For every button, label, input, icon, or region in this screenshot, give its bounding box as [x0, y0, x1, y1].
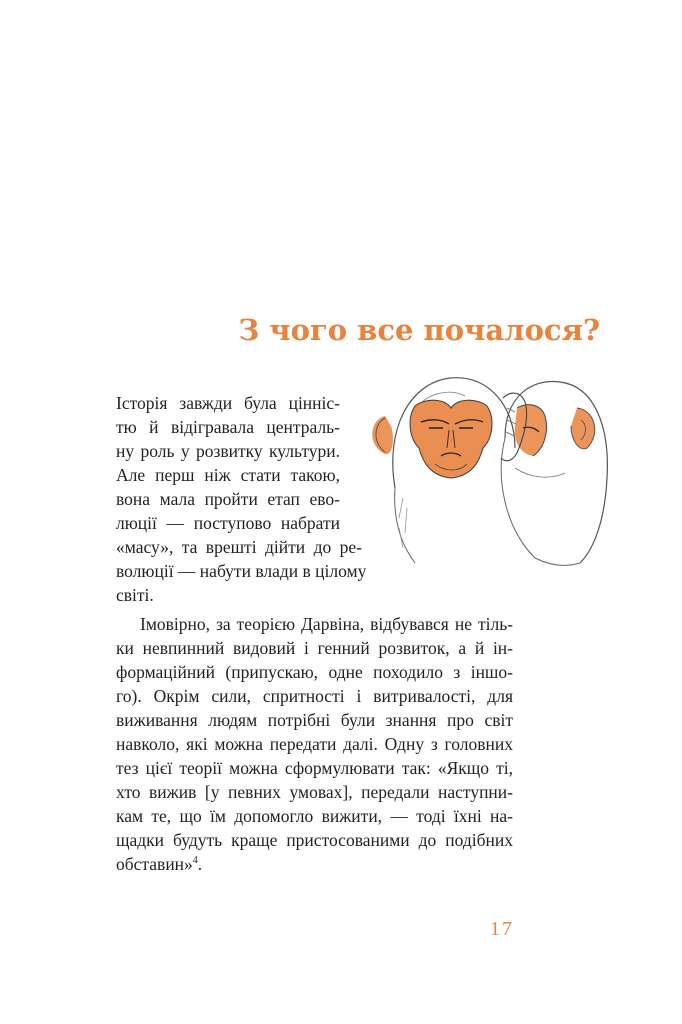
text-line: вона мала пройти етап ево-: [116, 489, 340, 509]
text-line-last: [116, 852, 513, 876]
text-line: «масу», та врешті дійти до ре-: [116, 537, 362, 557]
text-line: виживання людям потрібні були знання про світ: [116, 710, 513, 730]
page-number: 17: [490, 918, 514, 940]
text-line: Історія завжди була цінніс-: [116, 393, 340, 413]
text-line-content: обставин»: [116, 854, 193, 874]
text-line: навколо, які можна передати далі. Одну з головних: [116, 734, 513, 754]
footnote-reference[interactable]: 4: [192, 855, 198, 867]
monkeys-illustration: [355, 368, 615, 568]
text-line: щадки будуть краще пристосованими до подібних: [116, 830, 513, 850]
chapter-heading: З чого все почалося?: [238, 313, 600, 347]
text-line: го). Окрім сили, спритності і витривалості, для: [116, 686, 513, 706]
period: .: [197, 854, 203, 874]
text-line: ну роль у розвитку культури.: [116, 441, 340, 461]
text-line: Імовірно, за теорією Дарвіна, відбувався не тіль-: [140, 614, 513, 634]
text-line: люції — поступово набрати: [116, 513, 340, 533]
text-line: хто вижив [у певних умовах], передали наступни-: [116, 782, 513, 802]
text-line: формаційний (припускаю, одне походило з іншо-: [116, 662, 513, 682]
text-line: світі.: [116, 585, 154, 605]
text-line: Але перш ніж стати такою,: [116, 465, 340, 485]
text-line: тез цієї теорії можна сформулювати так: «Якщо ті,: [116, 758, 513, 778]
text-line: тю й відігравала централь-: [116, 417, 340, 437]
text-line: волюції — набути влади в цілому: [116, 561, 367, 581]
text-line: кам те, що їм допомогло вижити, — тоді їхні на-: [116, 806, 513, 826]
text-line: ки невпинний видовий і генний розвиток, а й ін-: [116, 638, 513, 658]
